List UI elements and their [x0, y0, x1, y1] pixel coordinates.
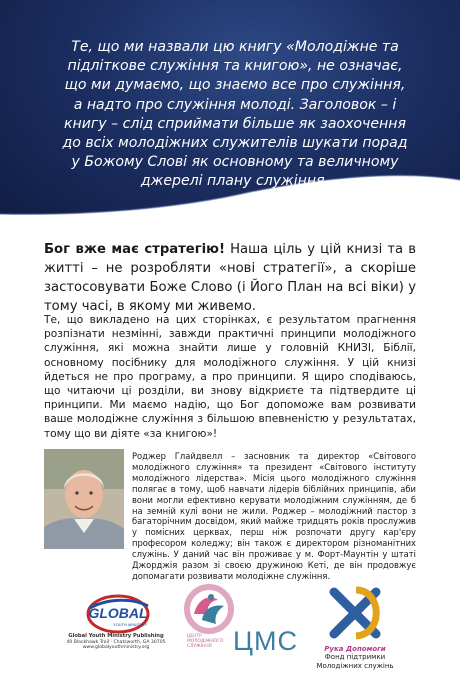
publisher-website: www.globalyouthministry.org [82, 645, 150, 651]
global-logo-word: GLOBAL [88, 605, 148, 621]
fund-line2: Молодіжних служінь [316, 661, 394, 670]
logo-strip [0, 576, 460, 690]
cms-logo-word: ЦМС [233, 626, 298, 656]
fund-name: Рука Допомоги [324, 645, 386, 653]
global-logo-small: YOUTH MINISTRY [112, 622, 148, 627]
body-paragraph: Те, що викладено на цих сторінках, є результатом прагнення розпізнати незмінні, завжди практичні принципи молодіжного служіння, які можна знайти лише у головній КНИЗІ, Біблії, основному посібнику для молодіжного служіння. У цій книзі йдеться не про програму, а про принципи. Я щиро сподіваюсь, що читаючи ці розділи, ви знову відкриєте та підтвердите ці принципи. Ми маємо надію, що Бог допоможе вам розвивати ваше молодіжне служіння з більшою впевненістю у результатах, тому що ви діяте «за книгою»! [44, 314, 416, 440]
publisher-name: Global Youth Ministry Publishing [68, 633, 164, 639]
global-youth-ministry-logo [78, 592, 158, 636]
intro-lead: Бог вже має стратегію! [44, 242, 226, 257]
cms-sub-line2: МОЛОДІЖНОГО [187, 639, 224, 645]
top-quote-panel [0, 0, 460, 232]
cms-sub-line3: СЛУЖІННЯ [187, 644, 212, 650]
top-quote: Те, що ми назвали цю книгу «Молодіжне та підліткове служіння та книгою», не означає, що ми думаємо, що знаємо все про служіння, а надто про служіння молоді. Заголовок – і книгу – слід сприймати більше як заохочення до всіх молодіжних служителів шукати порад у Божому Слові як основному та величному джерелі плану служіння. [62, 39, 408, 190]
cms-sub-line1: ЦЕНТР [187, 634, 202, 639]
cms-logo-mark [184, 584, 234, 634]
fund-line1: Фонд підтримки [324, 653, 386, 662]
intro-text: Наша ціль у цій книзі та в житті – не розробляти «нові стратегії», а скоріше застосовувати Боже Слово (і Його План на всі віки) у тому часі, в якому ми живемо. [44, 242, 416, 314]
publisher-address: 40 Blackhawk Trail · Chatsworth, GA 30705 [66, 639, 166, 645]
author-photo [44, 449, 124, 549]
cms-subtitle [187, 634, 229, 650]
intro-paragraph [44, 240, 416, 316]
fund-xd-logo [326, 584, 386, 642]
author-bio: Роджер Глайдвелл – засновник та директор «Світового молодіжного служіння» та президент «Світового інституту молодіжного лідерства». Місія цього молодіжного служіння полягає в тому, щоб навчати лідерів біблійних принципів, аби вони могли ефективно керувати молодіжним служінням, де б на земній кулі вони не жили. Роджер – молодіжний пастор з багаторічним досвідом, який майже тридцять років прослужив у помісних церквах, перш ніж розпочати другу кар'єру професором коледжу; він також є директором різноманітних служінь. У даний час він проживає у м. Форт-Маунтін у штаті Джорджія разом зі своєю дружиною Кеті, де він продовжує допомагати розвивати молодіжне служіння. [132, 451, 416, 581]
publisher-info [66, 634, 166, 651]
fund-caption [300, 645, 410, 670]
